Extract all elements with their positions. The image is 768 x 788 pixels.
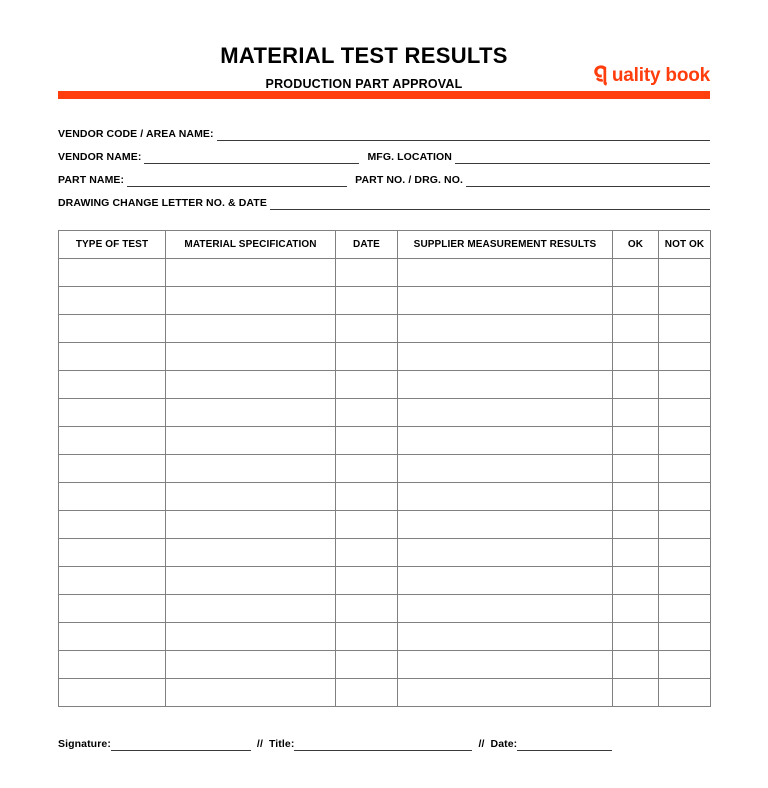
table-cell[interactable] bbox=[398, 427, 613, 455]
table-cell[interactable] bbox=[398, 679, 613, 707]
signature-input[interactable] bbox=[111, 738, 251, 751]
table-cell[interactable] bbox=[336, 399, 398, 427]
table-body bbox=[59, 259, 711, 707]
drawing-change-label: DRAWING CHANGE LETTER NO. & DATE bbox=[58, 196, 267, 209]
table-cell[interactable] bbox=[659, 259, 711, 287]
table-cell[interactable] bbox=[59, 287, 166, 315]
separator-1: // bbox=[256, 737, 263, 750]
signature-footer bbox=[58, 738, 710, 751]
table-cell[interactable] bbox=[613, 483, 659, 511]
table-cell[interactable] bbox=[59, 483, 166, 511]
table-cell[interactable] bbox=[659, 511, 711, 539]
table-cell[interactable] bbox=[613, 399, 659, 427]
table-cell[interactable] bbox=[166, 567, 336, 595]
table-row bbox=[59, 315, 711, 343]
table-cell[interactable] bbox=[59, 455, 166, 483]
test-results-table bbox=[58, 230, 711, 707]
table-cell[interactable] bbox=[613, 567, 659, 595]
table-cell[interactable] bbox=[398, 259, 613, 287]
table-cell[interactable] bbox=[166, 511, 336, 539]
table-cell[interactable] bbox=[336, 483, 398, 511]
table-cell[interactable] bbox=[336, 343, 398, 371]
table-cell[interactable] bbox=[59, 343, 166, 371]
logo-text: uality book bbox=[611, 64, 710, 86]
table-cell[interactable] bbox=[336, 315, 398, 343]
table-row bbox=[59, 623, 711, 651]
document-header bbox=[0, 0, 768, 91]
table-row bbox=[59, 595, 711, 623]
table-cell[interactable] bbox=[59, 315, 166, 343]
table-cell[interactable] bbox=[336, 539, 398, 567]
table-header bbox=[59, 231, 711, 259]
table-cell[interactable] bbox=[659, 315, 711, 343]
accent-bar bbox=[58, 91, 710, 99]
table-cell[interactable] bbox=[59, 623, 166, 651]
table-cell[interactable] bbox=[398, 539, 613, 567]
table-cell[interactable] bbox=[659, 455, 711, 483]
table-cell[interactable] bbox=[166, 595, 336, 623]
table-cell[interactable] bbox=[659, 399, 711, 427]
table-cell[interactable] bbox=[613, 343, 659, 371]
table-cell[interactable] bbox=[336, 511, 398, 539]
table-cell[interactable] bbox=[59, 567, 166, 595]
table-cell[interactable] bbox=[398, 595, 613, 623]
table-row bbox=[59, 287, 711, 315]
title-label: Title: bbox=[268, 737, 295, 750]
table-cell[interactable] bbox=[613, 651, 659, 679]
table-cell[interactable] bbox=[59, 539, 166, 567]
table-cell[interactable] bbox=[659, 371, 711, 399]
table-cell[interactable] bbox=[659, 595, 711, 623]
table-cell[interactable] bbox=[398, 399, 613, 427]
table-cell[interactable] bbox=[336, 567, 398, 595]
table-cell[interactable] bbox=[59, 399, 166, 427]
table-cell[interactable] bbox=[398, 511, 613, 539]
table-row bbox=[59, 455, 711, 483]
page-subtitle: PRODUCTION PART APPROVAL bbox=[265, 77, 463, 92]
table-cell[interactable] bbox=[613, 595, 659, 623]
column-header-not-ok: NOT OK bbox=[659, 231, 711, 259]
table-row bbox=[59, 511, 711, 539]
table-cell[interactable] bbox=[166, 371, 336, 399]
table-row bbox=[59, 343, 711, 371]
table-cell[interactable] bbox=[336, 595, 398, 623]
table-cell[interactable] bbox=[59, 371, 166, 399]
part-no-drg-no-input[interactable] bbox=[466, 173, 710, 187]
table-cell[interactable] bbox=[336, 623, 398, 651]
table-row bbox=[59, 399, 711, 427]
column-header-date: DATE bbox=[336, 231, 398, 259]
table-row bbox=[59, 679, 711, 707]
table-cell[interactable] bbox=[613, 427, 659, 455]
table-cell[interactable] bbox=[166, 399, 336, 427]
table-cell[interactable] bbox=[59, 595, 166, 623]
table-header-row bbox=[59, 231, 711, 259]
table-cell[interactable] bbox=[659, 567, 711, 595]
table-cell[interactable] bbox=[59, 427, 166, 455]
table-cell[interactable] bbox=[166, 623, 336, 651]
table-cell[interactable] bbox=[613, 287, 659, 315]
column-header-type-of-test: TYPE OF TEST bbox=[59, 231, 166, 259]
table-cell[interactable] bbox=[398, 343, 613, 371]
form-fields bbox=[58, 118, 710, 210]
field-row-drawing-change bbox=[58, 187, 710, 210]
table-cell[interactable] bbox=[166, 259, 336, 287]
mfg-location-input[interactable] bbox=[455, 150, 710, 164]
table-cell[interactable] bbox=[659, 539, 711, 567]
table-cell[interactable] bbox=[166, 455, 336, 483]
table-cell[interactable] bbox=[659, 343, 711, 371]
table-cell[interactable] bbox=[398, 455, 613, 483]
table-row bbox=[59, 259, 711, 287]
vendor-code-input[interactable] bbox=[217, 127, 710, 141]
date-input[interactable] bbox=[517, 738, 612, 751]
table-cell[interactable] bbox=[613, 315, 659, 343]
table-cell[interactable] bbox=[398, 371, 613, 399]
table-cell[interactable] bbox=[336, 651, 398, 679]
table-cell[interactable] bbox=[659, 679, 711, 707]
table-cell[interactable] bbox=[336, 287, 398, 315]
table-cell[interactable] bbox=[398, 315, 613, 343]
table-cell[interactable] bbox=[398, 483, 613, 511]
table-cell[interactable] bbox=[336, 371, 398, 399]
table-cell[interactable] bbox=[613, 371, 659, 399]
table-cell[interactable] bbox=[613, 455, 659, 483]
table-cell[interactable] bbox=[166, 315, 336, 343]
field-row-part-name bbox=[58, 164, 710, 187]
table-row bbox=[59, 651, 711, 679]
vendor-name-label: VENDOR NAME: bbox=[58, 150, 142, 163]
table-cell[interactable] bbox=[166, 651, 336, 679]
table-cell[interactable] bbox=[398, 651, 613, 679]
table-cell[interactable] bbox=[613, 679, 659, 707]
column-header-supplier-measurement-results: SUPPLIER MEASUREMENT RESULTS bbox=[398, 231, 613, 259]
page-title: MATERIAL TEST RESULTS bbox=[220, 43, 508, 68]
table-row bbox=[59, 371, 711, 399]
table-cell[interactable] bbox=[166, 427, 336, 455]
vendor-name-input[interactable] bbox=[144, 150, 359, 164]
table-cell[interactable] bbox=[59, 651, 166, 679]
table-cell[interactable] bbox=[659, 427, 711, 455]
vendor-code-label: VENDOR CODE / AREA NAME: bbox=[58, 127, 214, 140]
table-cell[interactable] bbox=[659, 623, 711, 651]
drawing-change-input[interactable] bbox=[270, 196, 710, 210]
part-no-drg-no-label: PART NO. / DRG. NO. bbox=[355, 173, 464, 186]
table-cell[interactable] bbox=[613, 511, 659, 539]
field-row-vendor-name bbox=[58, 141, 710, 164]
table-cell[interactable] bbox=[59, 511, 166, 539]
table-cell[interactable] bbox=[659, 483, 711, 511]
table-cell[interactable] bbox=[336, 455, 398, 483]
signature-label: Signature: bbox=[58, 737, 111, 750]
table-cell[interactable] bbox=[59, 679, 166, 707]
table-cell[interactable] bbox=[659, 651, 711, 679]
date-label: Date: bbox=[490, 737, 518, 750]
table-row bbox=[59, 427, 711, 455]
table-cell[interactable] bbox=[336, 427, 398, 455]
table-cell[interactable] bbox=[659, 287, 711, 315]
column-header-material-specification: MATERIAL SPECIFICATION bbox=[166, 231, 336, 259]
quality-book-logo bbox=[592, 62, 710, 88]
field-row-vendor-code bbox=[58, 118, 710, 141]
title-input[interactable] bbox=[294, 738, 472, 751]
table-cell[interactable] bbox=[336, 259, 398, 287]
table-cell[interactable] bbox=[166, 483, 336, 511]
table-row bbox=[59, 483, 711, 511]
table-cell[interactable] bbox=[613, 623, 659, 651]
table-cell[interactable] bbox=[398, 567, 613, 595]
table-cell[interactable] bbox=[613, 259, 659, 287]
table-row bbox=[59, 567, 711, 595]
table-cell[interactable] bbox=[613, 539, 659, 567]
table-cell[interactable] bbox=[398, 287, 613, 315]
table-row bbox=[59, 539, 711, 567]
table-cell[interactable] bbox=[398, 623, 613, 651]
table-cell[interactable] bbox=[166, 679, 336, 707]
table-cell[interactable] bbox=[166, 287, 336, 315]
stylized-q-icon bbox=[592, 64, 611, 86]
part-name-label: PART NAME: bbox=[58, 173, 125, 186]
mfg-location-label: MFG. LOCATION bbox=[367, 150, 452, 163]
table-cell[interactable] bbox=[166, 343, 336, 371]
separator-2: // bbox=[478, 737, 485, 750]
table-cell[interactable] bbox=[59, 259, 166, 287]
part-name-input[interactable] bbox=[127, 173, 347, 187]
column-header-ok: OK bbox=[613, 231, 659, 259]
table-cell[interactable] bbox=[166, 539, 336, 567]
table-cell[interactable] bbox=[336, 679, 398, 707]
